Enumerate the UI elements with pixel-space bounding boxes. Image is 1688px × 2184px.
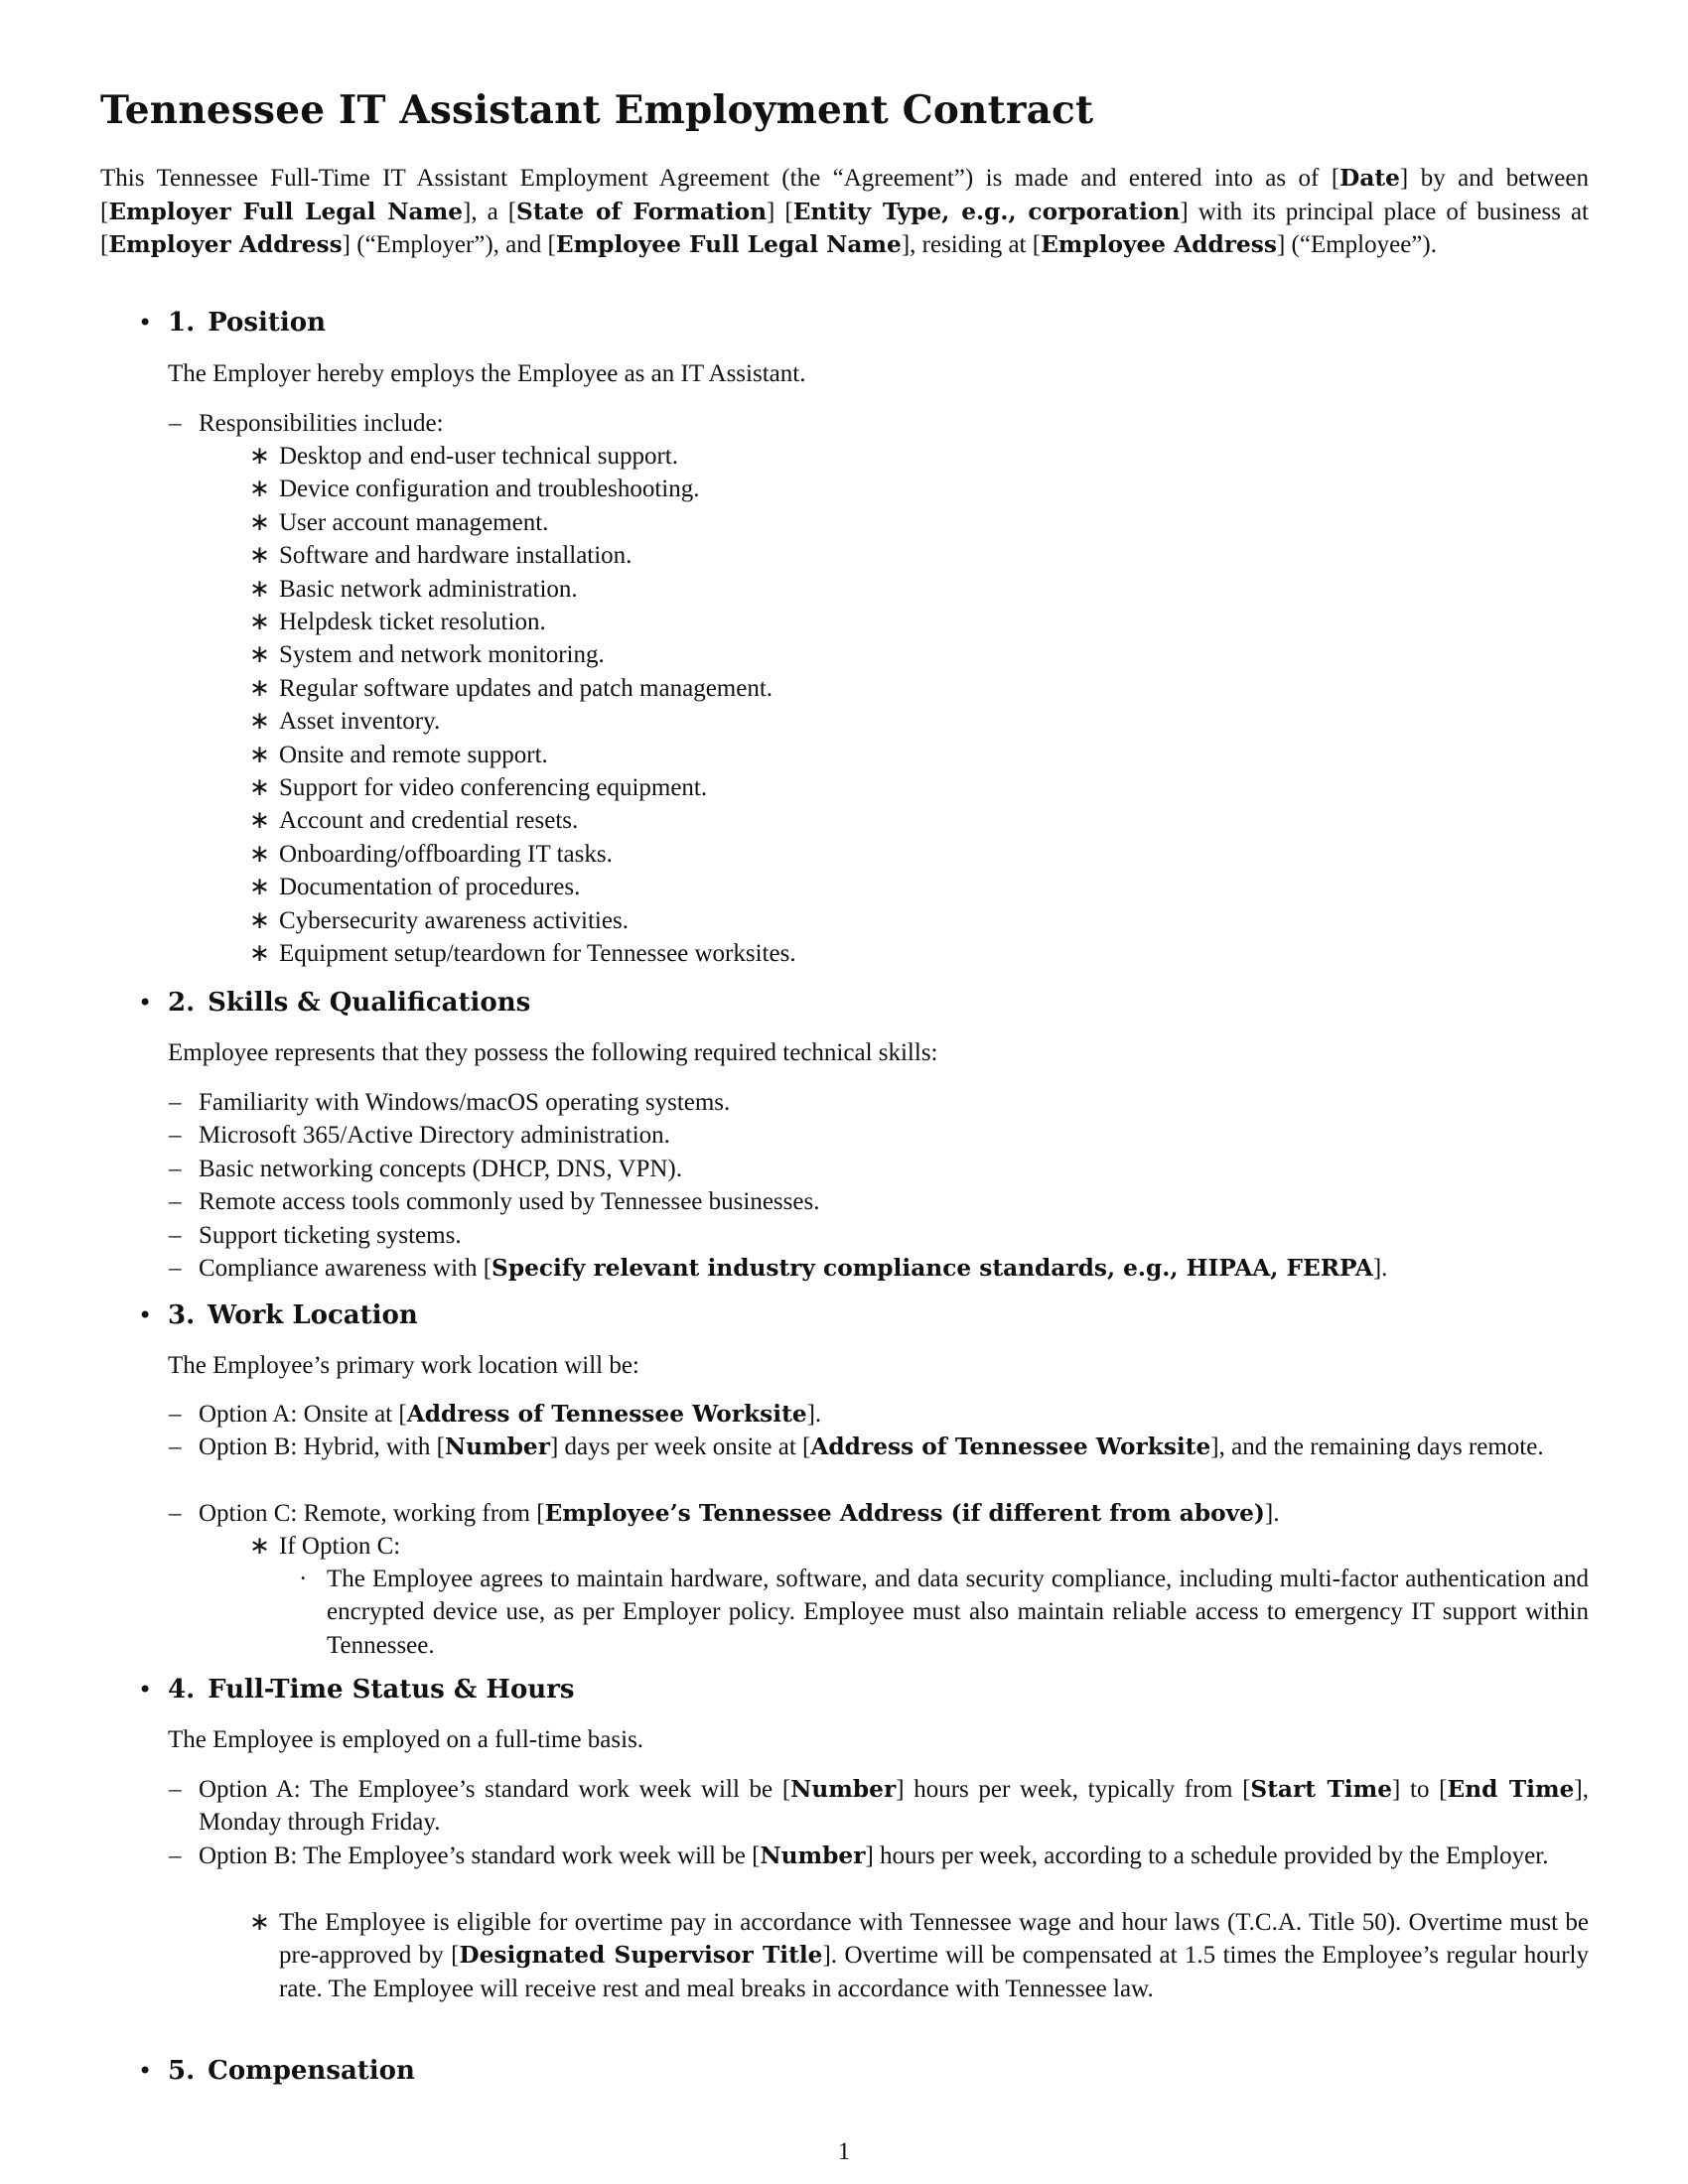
hours-overtime: ∗ The Employee is eligible for overtime pay in accordance with Tennessee wage and hour laws (T.C.A. Title 50). Overtime must be pre-approved by [Designated Supervisor Title]. Overtime will be compensated at 1.5 times the Employee’s regular hourly rate. The Employee will receive rest and meal breaks in accordance with Tennessee law.	[249, 1909, 1589, 2002]
location-option-c: – Option C: Remote, working from [Employee’s Tennessee Address (if different from above)].	[169, 1500, 1280, 1527]
section-title: 1. Position	[168, 308, 326, 338]
location-text: The Employee’s primary work location will be:	[168, 1352, 639, 1379]
placeholder-worksite-address: Address of Tennessee Worksite	[810, 1433, 1211, 1460]
responsibility-item: ∗ Regular software updates and patch management.	[249, 674, 774, 702]
bullet-marker: •	[138, 1676, 153, 1704]
responsibility-item: ∗ Asset inventory.	[249, 708, 441, 736]
document-title: Tennessee IT Assistant Employment Contract	[100, 87, 1094, 133]
hours-option-b: – Option B: The Employee’s standard work week will be [Number] hours per week, according to a schedule provided by the Employer.	[169, 1843, 1549, 1869]
placeholder-employee-address: Employee Address	[1041, 231, 1277, 258]
skills-item: – Remote access tools commonly used by Tennessee businesses.	[169, 1188, 820, 1216]
responsibility-item: ∗ Documentation of procedures.	[249, 874, 581, 901]
bullet-marker: •	[138, 2057, 153, 2085]
location-option-c-terms: · The Employee agrees to maintain hardware, software, and data security compliance, including multi-factor authentication and encrypted device use, as per Employer policy. Employee must also maintain reliable access to emergency IT support within Tennessee.	[299, 1566, 1589, 1659]
placeholder-employee-name: Employee Full Legal Name	[555, 231, 902, 258]
placeholder-compliance-standards: Specify relevant industry compliance standards, e.g., HIPAA, FERPA	[492, 1255, 1373, 1282]
responsibility-item: ∗ Onsite and remote support.	[249, 741, 548, 768]
responsibility-item: ∗ System and network monitoring.	[249, 641, 605, 669]
placeholder-worksite-address: Address of Tennessee Worksite	[406, 1401, 807, 1428]
responsibilities-label: – Responsibilities include:	[169, 410, 444, 437]
responsibility-item: ∗ Account and credential resets.	[249, 807, 579, 835]
skills-item: – Basic networking concepts (DHCP, DNS, VPN).	[169, 1155, 683, 1182]
responsibility-item: ∗ User account management.	[249, 508, 549, 536]
placeholder-entity-type: Entity Type, e.g., corporation	[792, 198, 1181, 225]
skills-item: – Microsoft 365/Active Directory administration.	[169, 1122, 670, 1150]
location-option-b: – Option B: Hybrid, with [Number] days per week onsite at [Address of Tennessee Worksite], and the remaining days remote.	[169, 1433, 1544, 1460]
placeholder-hours-number: Number	[760, 1843, 866, 1869]
responsibility-item: ∗ Device configuration and troubleshooting.	[249, 476, 700, 503]
bullet-marker: •	[138, 1301, 153, 1329]
placeholder-date: Date	[1339, 165, 1400, 192]
location-if-option-c: ∗ If Option C:	[249, 1533, 401, 1560]
placeholder-end-time: End Time	[1447, 1776, 1575, 1803]
placeholder-state: State of Formation	[516, 198, 768, 225]
hours-text: The Employee is employed on a full-time basis.	[168, 1726, 644, 1753]
skills-item: – Familiarity with Windows/macOS operating systems.	[169, 1089, 731, 1116]
position-text: The Employer hereby employs the Employee as an IT Assistant.	[168, 360, 806, 387]
responsibility-item: ∗ Helpdesk ticket resolution.	[249, 609, 546, 635]
placeholder-start-time: Start Time	[1250, 1776, 1393, 1803]
responsibility-item: ∗ Basic network administration.	[249, 575, 578, 603]
skills-item-compliance: – Compliance awareness with [Specify relevant industry compliance standards, e.g., HIPAA, FERPA].	[169, 1255, 1388, 1282]
page-number: 1	[837, 2138, 851, 2165]
placeholder-employer-name: Employer Full Legal Name	[108, 198, 464, 225]
responsibility-item: ∗ Cybersecurity awareness activities.	[249, 906, 629, 934]
skills-item: – Support ticketing systems.	[169, 1221, 462, 1249]
section-title: 5. Compensation	[168, 2056, 415, 2086]
intro-paragraph: This Tennessee Full-Time IT Assistant Employment Agreement (the “Agreement”) is made and entered into as of [Date] by and between [Employer Full Legal Name], a [State of Formation] [Entity Type, e.g., corporation] with its principal place of business at [Employer Address] (“Employer”), and [Employee Full Legal Name], residing at [Employee Address] (“Employee”).	[100, 165, 1590, 258]
bullet-marker: •	[138, 989, 153, 1017]
placeholder-employee-tn-address: Employee’s Tennessee Address (if different from above)	[544, 1500, 1265, 1527]
responsibility-item: ∗ Desktop and end-user technical support.	[249, 443, 678, 470]
placeholder-days-number: Number	[444, 1433, 550, 1460]
responsibility-item: ∗ Software and hardware installation.	[249, 542, 633, 570]
section-title: 3. Work Location	[168, 1300, 418, 1330]
skills-text: Employee represents that they possess the following required technical skills:	[168, 1039, 938, 1066]
hours-option-a: – Option A: The Employee’s standard work week will be [Number] hours per week, typically from [Start Time] to [End Time], Monday through Friday.	[169, 1776, 1589, 1837]
responsibility-item: ∗ Support for video conferencing equipment.	[249, 774, 708, 801]
section-title: 4. Full-Time Status & Hours	[168, 1675, 575, 1705]
responsibility-item: ∗ Equipment setup/teardown for Tennessee worksites.	[249, 940, 796, 967]
bullet-marker: •	[138, 309, 153, 337]
responsibility-item: ∗ Onboarding/offboarding IT tasks.	[249, 840, 613, 868]
placeholder-employer-address: Employer Address	[108, 231, 343, 258]
location-option-a: – Option A: Onsite at [Address of Tennessee Worksite].	[169, 1401, 822, 1428]
placeholder-hours-number: Number	[790, 1776, 897, 1803]
section-title: 2. Skills & Qualifications	[168, 988, 531, 1018]
placeholder-supervisor-title: Designated Supervisor Title	[459, 1942, 823, 1970]
